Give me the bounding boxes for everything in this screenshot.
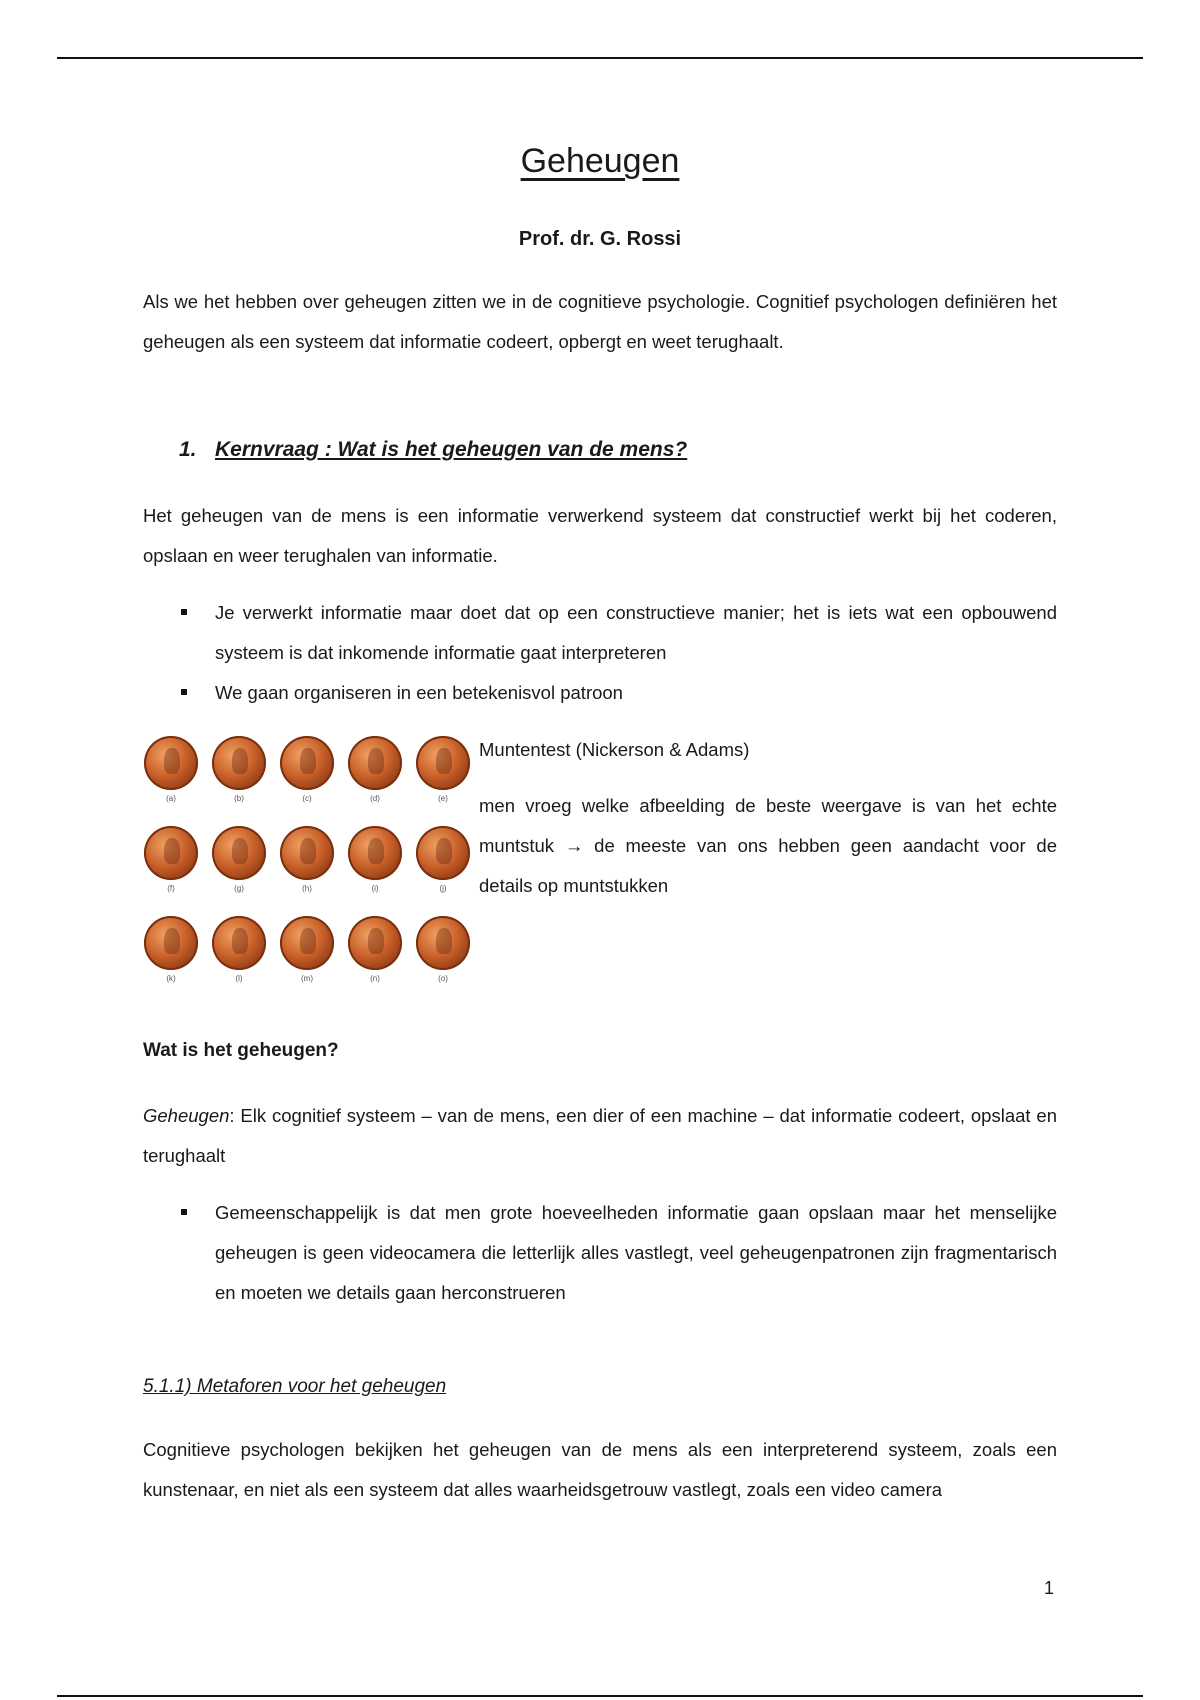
coin-label: (a)	[166, 794, 176, 803]
section-1-number: 1.	[179, 438, 197, 461]
coin-label: (h)	[302, 884, 312, 893]
coin-figure	[347, 736, 403, 826]
coin-figure	[279, 736, 335, 826]
section-511-paragraph	[143, 1430, 1057, 1510]
penny-image	[416, 826, 470, 880]
coin-figure	[415, 736, 471, 826]
author-line: Prof. dr. G. Rossi	[518, 228, 682, 250]
coin-test-figure	[143, 736, 473, 988]
coin-label: (c)	[302, 794, 312, 803]
section-what-heading: Wat is het geheugen?	[143, 1040, 339, 1061]
coin-figure	[347, 826, 403, 916]
coin-figure	[211, 826, 267, 916]
coin-label: (f)	[167, 884, 175, 893]
penny-image	[144, 916, 198, 970]
section-1-text: Het geheugen van de mens is een informatie verwerkend systeem dat constructief werkt bij het coderen, opslaan en weer terughalen van informatie.	[143, 505, 1057, 566]
list-item: Je verwerkt informatie maar doet dat op een constructieve manier; het is iets wat een opbouwend systeem is dat inkomende informatie gaat interpreteren	[143, 593, 1057, 673]
penny-image	[212, 736, 266, 790]
coin-figure	[211, 916, 267, 1006]
coin-label: (d)	[370, 794, 380, 803]
top-rule	[57, 57, 1143, 59]
coin-label: (b)	[234, 794, 244, 803]
coin-label: (e)	[438, 794, 448, 803]
coin-figure	[279, 916, 335, 1006]
page-title: Geheugen	[520, 142, 680, 180]
list-item: Gemeenschappelijk is dat men grote hoeveelheden informatie gaan opslaan maar het menselijke geheugen is geen videocamera die letterlijk alles vastlegt, veel geheugenpatronen zijn fragmentarisch en moeten we details gaan herconstrueren	[143, 1193, 1057, 1313]
coin-figure	[143, 736, 199, 826]
penny-image	[348, 736, 402, 790]
penny-image	[416, 736, 470, 790]
definition-term: Geheugen	[143, 1105, 230, 1126]
penny-image	[348, 916, 402, 970]
section-511-text: Cognitieve psychologen bekijken het geheugen van de mens als een interpreterend systeem, zoals een kunstenaar, en niet als een systeem dat alles waarheidsgetrouw vastlegt, zoals een video camera	[143, 1439, 1057, 1500]
coin-figure	[211, 736, 267, 826]
penny-image	[144, 736, 198, 790]
coin-label: (g)	[234, 884, 244, 893]
bottom-rule	[57, 1695, 1143, 1697]
coin-label: (k)	[166, 974, 176, 983]
penny-image	[212, 826, 266, 880]
penny-image	[348, 826, 402, 880]
coin-figure	[415, 916, 471, 1006]
coin-test-description	[479, 730, 1057, 906]
coin-label: (i)	[371, 884, 379, 893]
section-1-title: Kernvraag : Wat is het geheugen van de mens?	[215, 438, 688, 461]
intro-text: Als we het hebben over geheugen zitten we in de cognitieve psychologie. Cognitief psychologen definiëren het geheugen als een systeem dat informatie codeert, opbergt en weet terughaalt.	[143, 291, 1057, 352]
penny-image	[280, 736, 334, 790]
geheugen-definition	[143, 1096, 1057, 1176]
penny-image	[144, 826, 198, 880]
section-1-paragraph	[143, 496, 1057, 576]
coin-label: (l)	[235, 974, 243, 983]
coin-test-caption: Muntentest (Nickerson & Adams)	[479, 739, 750, 760]
page-number: 1	[1044, 1578, 1055, 1598]
coin-figure	[143, 916, 199, 1006]
coin-figure	[415, 826, 471, 916]
penny-image	[280, 826, 334, 880]
section-1-heading	[179, 438, 687, 462]
coin-label: (j)	[439, 884, 447, 893]
section-what-bullets	[143, 1193, 1057, 1313]
penny-image	[416, 916, 470, 970]
penny-image	[280, 916, 334, 970]
coin-label: (n)	[370, 974, 380, 983]
definition-text: : Elk cognitief systeem – van de mens, een dier of een machine – dat informatie codeert, opslaat en terughaalt	[143, 1105, 1057, 1166]
coin-figure	[279, 826, 335, 916]
coin-figure	[143, 826, 199, 916]
list-item: We gaan organiseren in een betekenisvol patroon	[143, 673, 1057, 713]
coin-label: (m)	[301, 974, 313, 983]
coin-figure	[347, 916, 403, 1006]
penny-image	[212, 916, 266, 970]
section-1-bullets	[143, 593, 1057, 713]
coin-label: (o)	[438, 974, 448, 983]
intro-paragraph	[143, 282, 1057, 362]
coin-test-text: men vroeg welke afbeelding de beste weergave is van het echte muntstuk → de meeste van ons hebben geen aandacht voor de details op muntstukken	[479, 795, 1057, 896]
section-511-heading: 5.1.1) Metaforen voor het geheugen	[143, 1376, 447, 1397]
